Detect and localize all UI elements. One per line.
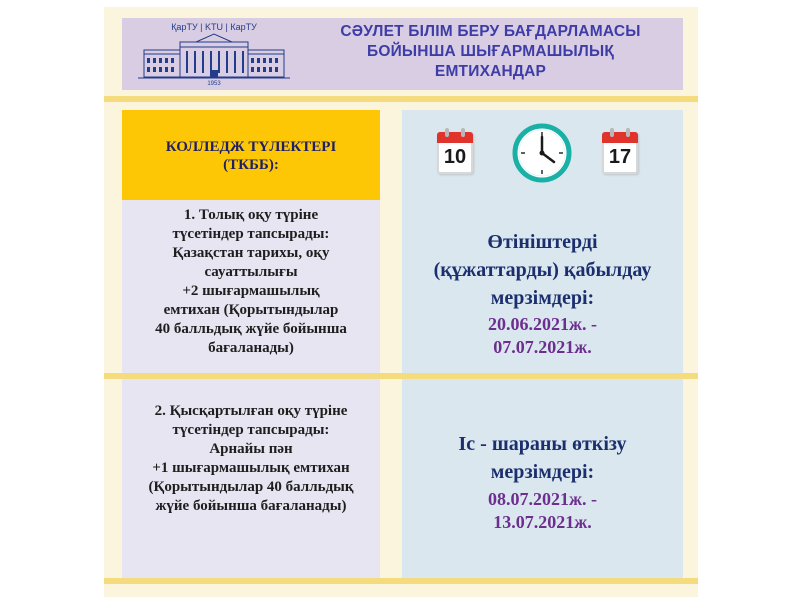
event-title-line-2: мерзімдері: [490,461,595,483]
title-line-1: СӘУЛЕТ БІЛІМ БЕРУ БАҒДАРЛАМАСЫ [340,23,641,40]
event-date-range [402,488,683,534]
divider-stripe-top [104,96,698,102]
application-title-line-2: (құжаттарды) қабылдау [433,259,652,281]
university-building-icon [134,20,294,90]
page-title [298,22,683,82]
university-logo [134,20,294,90]
graduates-heading-line-1: КОЛЛЕДЖ ТҮЛЕКТЕРІ [165,139,337,155]
shortened-requirements [122,402,380,516]
calendar-start-day: 10 [443,146,467,168]
event-dates-title [402,430,683,486]
calendar-end-day: 17 [608,146,632,168]
shortened-line-4: +1 шығармашылық емтихан [152,460,350,476]
full-time-line-5: +2 шығармашылық [182,283,320,299]
event-date-start: 08.07.2021ж. - [487,489,598,509]
full-time-requirements [122,206,380,358]
title-line-2: БОЙЫНША ШЫҒАРМАШЫЛЫҚ [366,43,614,60]
application-date-start: 20.06.2021ж. - [487,314,598,334]
application-date-range [402,313,683,359]
full-time-line-4: сауаттылығы [204,264,298,280]
calendar-start-icon [437,132,473,174]
full-time-line-8: бағаланады) [208,340,294,356]
application-title-line-3: мерзімдері: [490,287,595,309]
shortened-line-5: (Қорытындылар 40 балльдық [148,479,354,495]
application-dates-title [402,228,683,312]
application-date-end: 07.07.2021ж. [493,337,592,357]
event-title-line-1: Іс - шараны өткізу [458,433,627,455]
calendar-end-icon [602,132,638,174]
graduates-heading-line-2: (ТКББ): [223,157,279,173]
full-time-line-6: емтихан (Қорытындылар [163,302,339,318]
graduates-heading [122,138,380,174]
shortened-line-6: жүйе бойынша бағаланады) [155,498,347,514]
shortened-line-1: 2. Қысқартылған оқу түріне [154,403,348,419]
full-time-line-2: түсетіндер тапсырады: [172,226,330,242]
application-title-line-1: Өтініштерді [487,231,598,253]
shortened-line-3: Арнайы пән [209,441,293,457]
logo-year: 1953 [207,81,221,87]
full-time-line-3: Қазақстан тарихы, оқу [172,245,330,261]
full-time-line-7: 40 балльдық жүйе бойынша [155,321,347,337]
title-line-3: ЕМТИХАНДАР [434,63,547,80]
logo-text: ҚарТУ | KTU | КарТУ [171,22,257,32]
event-date-end: 13.07.2021ж. [493,512,592,532]
clock-icon [512,123,572,183]
full-time-line-1: 1. Толық оқу түріне [183,207,319,223]
divider-stripe-bottom [104,578,698,584]
shortened-line-2: түсетіндер тапсырады: [172,422,330,438]
